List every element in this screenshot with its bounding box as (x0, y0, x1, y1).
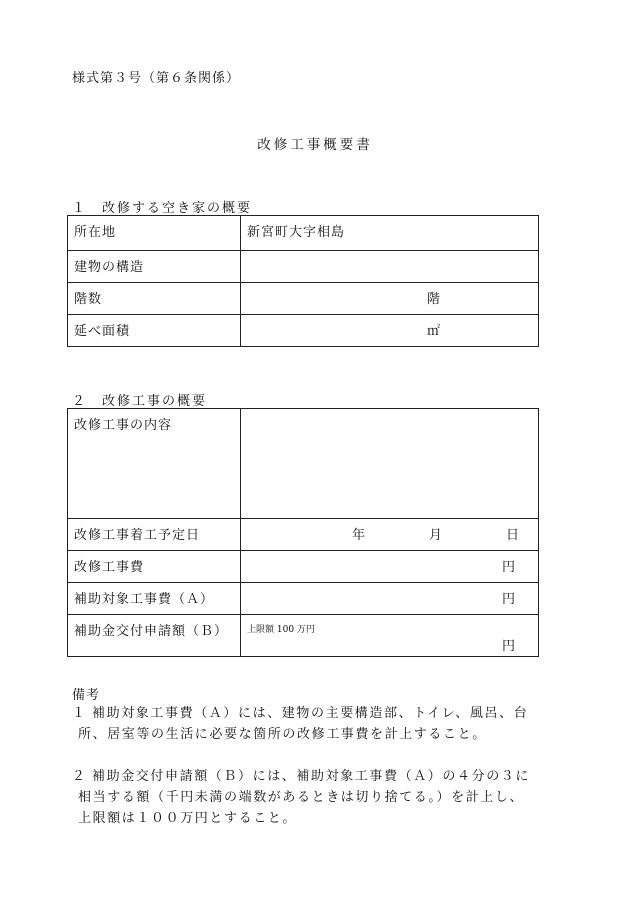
date-month-label: 月 (429, 528, 444, 543)
floor-area-label: 延べ面積 (68, 315, 241, 347)
start-date-value[interactable] (241, 519, 539, 551)
start-date-label: 改修工事着工予定日 (68, 519, 241, 551)
table-row (68, 615, 539, 657)
application-limit-note: 上限額 100 万円 (247, 625, 315, 635)
subsidy-cost-label: 補助対象工事費（Ａ） (68, 583, 241, 615)
remark-note-2-number: ２ (72, 769, 87, 784)
cost-unit: 円 (501, 560, 516, 575)
remark-note-1 (72, 703, 552, 745)
remark-note-1-line-1 (72, 703, 552, 724)
renovation-overview-table (67, 408, 539, 657)
application-value[interactable] (241, 615, 539, 657)
content-value[interactable] (241, 409, 539, 519)
form-number: 様式第３号（第６条関係） (72, 71, 241, 86)
document-title: 改修工事概要書 (257, 137, 373, 153)
table-row (68, 251, 539, 283)
section1-heading: １ 改修する空き家の概要 (72, 201, 253, 216)
remark-note-2-line-1 (72, 766, 552, 787)
application-label: 補助金交付申請額（Ｂ） (68, 615, 241, 657)
remark-note-1-number: １ (72, 706, 87, 721)
floors-value[interactable] (241, 283, 539, 315)
remark-note-1-text-1: 補助対象工事費（Ａ）には、建物の主要構造部、トイレ、風呂、台 (92, 706, 529, 721)
table-row (68, 519, 539, 551)
remark-note-2-line-3: 上限額は１００万円とすること。 (78, 811, 298, 826)
subsidy-cost-value[interactable] (241, 583, 539, 615)
table-row (68, 216, 539, 251)
floors-label: 階数 (68, 283, 241, 315)
location-value[interactable]: 新宮町大字相島 (241, 216, 539, 251)
content-label: 改修工事の内容 (68, 409, 241, 519)
remark-note-2 (72, 766, 552, 829)
remarks-title: 備考 (72, 688, 101, 703)
remark-note-2-line-2: 相当する額（千円未満の端数があるときは切り捨てる。）を計上し、 (78, 790, 525, 805)
structure-label: 建物の構造 (68, 251, 241, 283)
application-unit: 円 (501, 639, 516, 654)
floor-area-value[interactable] (241, 315, 539, 347)
table-row (68, 315, 539, 347)
table-row (68, 409, 539, 519)
remark-note-1-line-2: 所、居室等の生活に必要な箇所の改修工事費を計上すること。 (78, 727, 487, 742)
section2-heading: ２ 改修工事の概要 (72, 394, 208, 409)
table-row (68, 551, 539, 583)
table-row (68, 583, 539, 615)
cost-value[interactable] (241, 551, 539, 583)
vacant-house-overview-table (67, 215, 539, 347)
floor-area-unit: ㎡ (427, 324, 442, 339)
subsidy-cost-unit: 円 (501, 592, 516, 607)
structure-value[interactable] (241, 251, 539, 283)
cost-label: 改修工事費 (68, 551, 241, 583)
date-year-label: 年 (352, 528, 367, 543)
floors-unit: 階 (427, 292, 442, 307)
date-day-label: 日 (506, 528, 521, 543)
location-label: 所在地 (68, 216, 241, 251)
table-row (68, 283, 539, 315)
remark-note-2-text-1: 補助金交付申請額（Ｂ）には、補助対象工事費（Ａ）の４分の３に (92, 769, 531, 784)
